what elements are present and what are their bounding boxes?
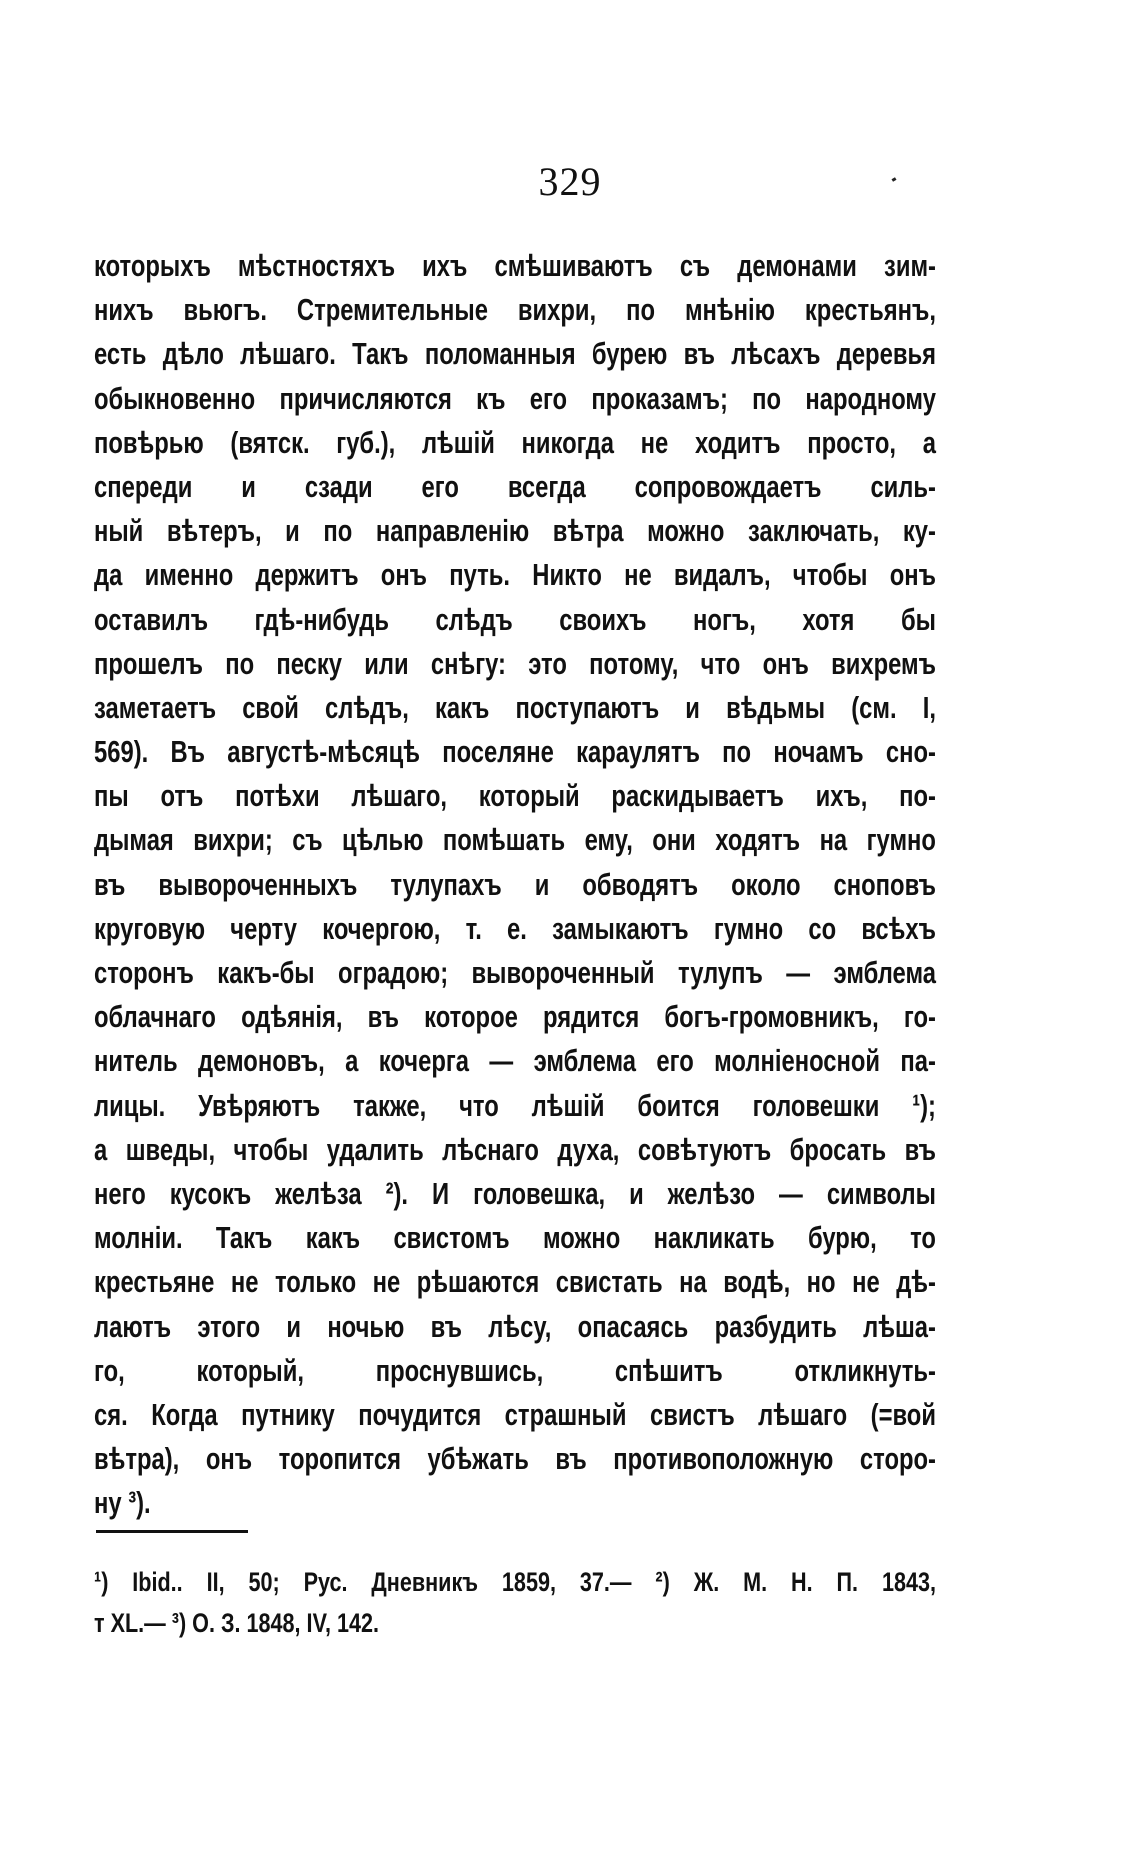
text-line: заметаетъ свой слѣдъ, какъ поступаютъ и вѣдьмы (см. I,	[94, 690, 936, 725]
footnote-line: ¹) Ibid.. II, 50; Рус. Дневникъ 1859, 37.— ²) Ж. М. Н. П. 1843,	[94, 1567, 936, 1597]
text-line: молніи. Такъ какъ свистомъ можно накликать бурю, то	[94, 1221, 936, 1256]
text-line: да именно держитъ онъ путь. Никто не видалъ, чтобы онъ	[94, 558, 936, 593]
text-line: ный вѣтеръ, и по направленію вѣтра можно заключать, ку-	[94, 514, 936, 549]
body-text	[94, 244, 936, 1525]
text-line: круговую черту кочергою, т. е. замыкаютъ гумно со всѣхъ	[94, 911, 936, 946]
text-line: ся. Когда путнику почудится страшный свистъ лѣшаго (=вой	[94, 1397, 936, 1432]
text-line: спереди и сзади его всегда сопровождаетъ силь-	[94, 469, 936, 504]
text-line: дымая вихри; съ цѣлью помѣшать ему, они ходятъ на гумно	[94, 823, 936, 858]
text-line: повѣрью (вятск. губ.), лѣшій никогда не ходитъ просто, а	[94, 425, 936, 460]
text-line: оставилъ гдѣ-нибудь слѣдъ своихъ ногъ, хотя бы	[94, 602, 936, 637]
text-line: пы отъ потѣхи лѣшаго, который раскидываетъ ихъ, по-	[94, 779, 936, 814]
footnote-rule	[96, 1530, 248, 1533]
text-line: сторонъ какъ-бы оградою; вывороченный тулупъ — эмблема	[94, 956, 936, 990]
text-line: го, который, проснувшись, спѣшитъ откликнуть-	[94, 1353, 936, 1388]
text-line: которыхъ мѣстностяхъ ихъ смѣшиваютъ съ демонами зим-	[94, 249, 936, 283]
text-line: 569). Въ августѣ-мѣсяцѣ поселяне караулятъ по ночамъ сно-	[94, 735, 936, 770]
text-line: нихъ вьюгъ. Стремительные вихри, по мнѣнію крестьянъ,	[94, 293, 936, 328]
text-line: нитель демоновъ, а кочерга — эмблема его молніеносной па-	[94, 1044, 936, 1079]
text-line: въ вывороченныхъ тулупахъ и обводятъ около сноповъ	[94, 867, 936, 902]
text-line: лаютъ этого и ночью въ лѣсу, опасаясь разбудить лѣша-	[94, 1309, 936, 1344]
text-line: ну ³).	[94, 1486, 151, 1521]
text-line: облачнаго одѣянія, въ которое рядится богъ-громовникъ, го-	[94, 1000, 936, 1035]
footnotes	[94, 1562, 936, 1644]
text-line: обыкновенно причисляются къ его проказамъ; по народному	[94, 381, 936, 416]
text-line: прошелъ по песку или снѣгу: это потому, что онъ вихремъ	[94, 646, 936, 681]
text-line: вѣтра), онъ торопится убѣжать въ противоположную сторо-	[94, 1442, 936, 1477]
text-line: а шведы, чтобы удалить лѣснаго духа, совѣтуютъ бросать въ	[94, 1132, 936, 1167]
page-number: 329	[538, 159, 602, 204]
text-line: него кусокъ желѣза ²). И головешка, и желѣзо — символы	[94, 1176, 936, 1211]
text-line: есть дѣло лѣшаго. Такъ поломанныя бурею въ лѣсахъ деревья	[94, 337, 936, 372]
text-line: крестьяне не только не рѣшаются свистать на водѣ, но не дѣ-	[94, 1265, 936, 1300]
text-line: лицы. Увѣряютъ также, что лѣшій боится головешки ¹);	[94, 1088, 936, 1123]
footnote-line: т XL.— ³) О. З. 1848, IV, 142.	[94, 1608, 380, 1638]
